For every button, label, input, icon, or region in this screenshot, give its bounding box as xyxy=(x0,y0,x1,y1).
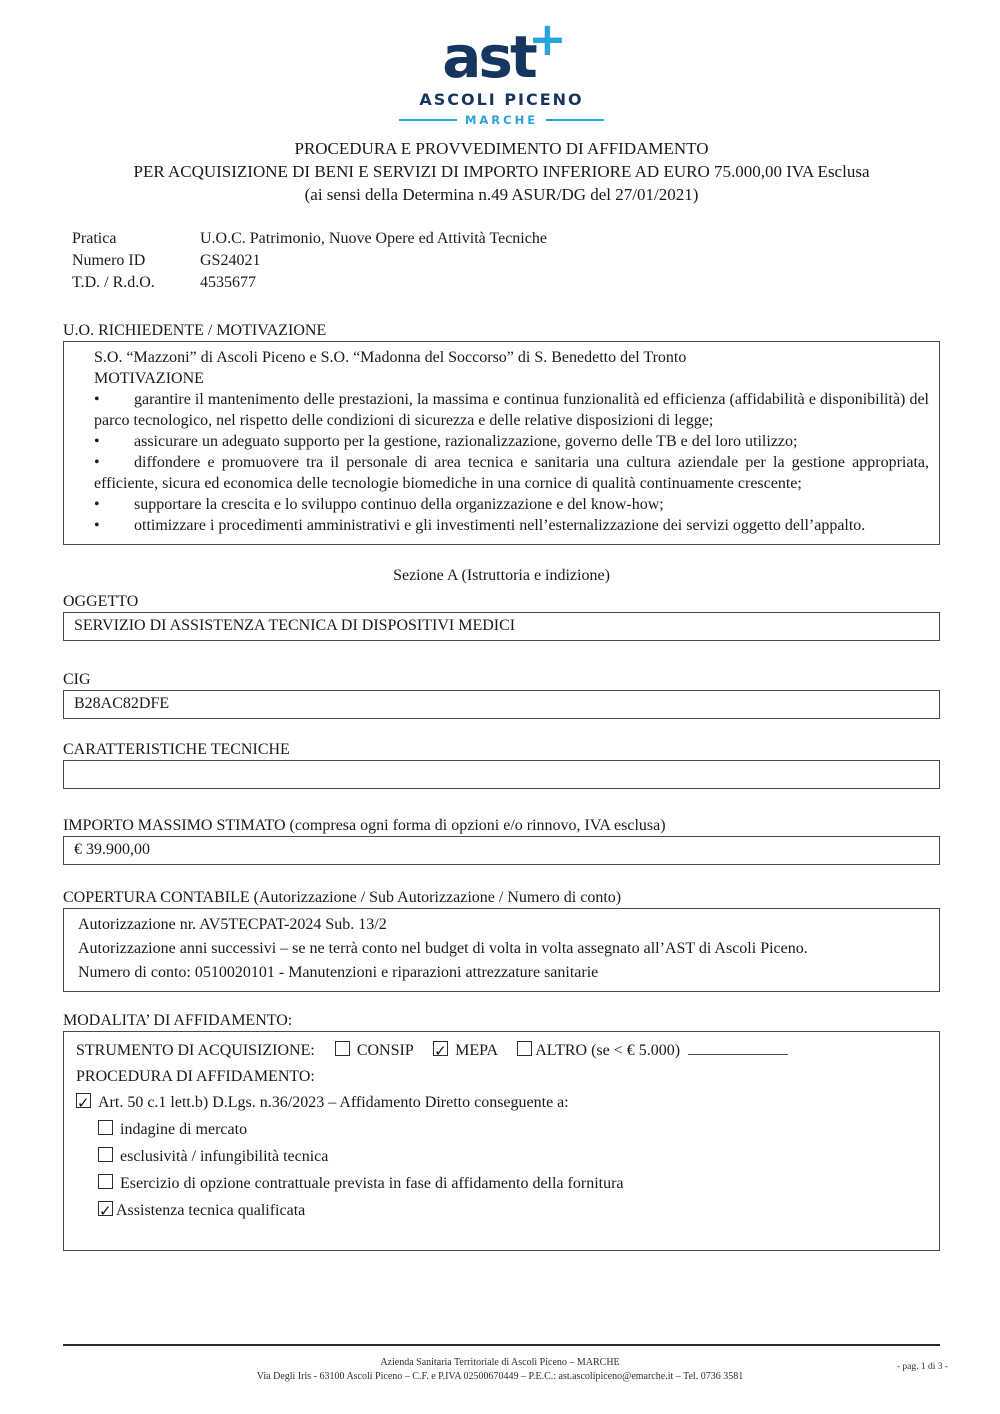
sub-option-row xyxy=(98,1197,927,1224)
uo-structures-line: S.O. “Mazzoni” di Ascoli Piceno e S.O. “Madonna del Soccorso” di S. Benedetto del Tronto xyxy=(94,349,687,366)
motivazione-bullet xyxy=(94,431,929,452)
numero-id-value: GS24021 xyxy=(200,252,261,269)
checkbox-altro xyxy=(517,1041,532,1056)
numero-id-label: Numero ID xyxy=(72,252,146,269)
plus-icon: + xyxy=(528,12,567,66)
importo-heading: IMPORTO MASSIMO STIMATO (compresa ogni forma di opzioni e/o rinnovo, IVA esclusa) xyxy=(63,817,666,834)
copertura-box xyxy=(63,908,940,992)
bullet-text: diffondere e promuovere tra il personale di area tecnica e sanitaria una cultura aziendale per la gestione appropriata, efficiente, sicura ed economica delle tecnologie biomediche in una cornice di qualità continuamente crescente; xyxy=(94,454,929,492)
bullet-icon: • xyxy=(94,391,100,408)
art50-label: Art. 50 c.1 lett.b) D.Lgs. n.36/2023 – Affidamento Diretto conseguente a: xyxy=(98,1094,569,1111)
logo-dash-right xyxy=(546,119,604,121)
sub-option-label: indagine di mercato xyxy=(120,1121,248,1138)
ast-logo xyxy=(63,12,940,127)
motivazione-label: MOTIVAZIONE xyxy=(94,370,204,387)
ast-wordmark-icon xyxy=(442,12,567,91)
sub-option-row xyxy=(98,1116,927,1143)
bullet-icon: • xyxy=(94,496,100,513)
page-number: - pag. 1 di 3 - xyxy=(896,1362,948,1372)
logo-region-label: MARCHE xyxy=(464,113,539,127)
bullet-text: supportare la crescita e lo sviluppo continuo della organizzazione e del know-how; xyxy=(134,496,664,513)
bullet-text: ottimizzare i procedimenti amministrativi e gli investimenti nell’esternalizzazione dei servizi oggetto dell’appalto. xyxy=(134,517,866,534)
copertura-line-2: Autorizzazione anni successivi – se ne terrà conto nel budget di volta in volta assegnato all’AST di Ascoli Piceno. xyxy=(78,940,808,957)
strumento-line xyxy=(76,1038,927,1064)
caratteristiche-box xyxy=(63,760,940,789)
checkbox-mepa xyxy=(433,1041,448,1056)
sub-option-row xyxy=(98,1170,927,1197)
sub-option-row xyxy=(98,1143,927,1170)
checkbox-esercizio-opzione xyxy=(98,1174,113,1189)
sezione-a-heading: Sezione A (Istruttoria e indizione) xyxy=(393,567,610,584)
checkbox-art50 xyxy=(76,1093,91,1108)
sub-option-label: Esercizio di opzione contrattuale prevista in fase di affidamento della fornitura xyxy=(120,1175,624,1192)
art50-line xyxy=(76,1090,927,1116)
pratica-row xyxy=(72,272,940,294)
altro-label: ALTRO (se < € 5.000) xyxy=(535,1042,681,1059)
bullet-text: assicurare un adeguato supporto per la gestione, razionalizzazione, governo delle TB e del loro utilizzo; xyxy=(134,433,798,450)
strumento-label: STRUMENTO DI ACQUISIZIONE: xyxy=(76,1042,315,1059)
modalita-heading: MODALITA’ DI AFFIDAMENTO: xyxy=(63,1012,293,1029)
logo-region-row xyxy=(63,113,940,127)
pratica-row xyxy=(72,250,940,272)
bullet-icon: • xyxy=(94,433,100,450)
affidamento-sub-options xyxy=(76,1116,927,1224)
ast-wordmark-text: ast xyxy=(442,23,535,91)
uo-richiedente-box xyxy=(63,341,940,545)
motivazione-bullet xyxy=(94,515,929,536)
importo-box: € 39.900,00 xyxy=(63,836,940,865)
altro-blank-line xyxy=(688,1050,788,1055)
modalita-box xyxy=(63,1031,940,1251)
footer-address-line: Via Degli Iris - 63100 Ascoli Piceno – C.F. e P.IVA 02500670449 – P.E.C.: ast.ascolipiceno@emarche.it – Tel. 0736 3581 xyxy=(256,1371,744,1382)
uo-richiedente-heading: U.O. RICHIEDENTE / MOTIVAZIONE xyxy=(63,322,327,339)
document-title xyxy=(63,137,940,206)
consip-label: CONSIP xyxy=(356,1042,414,1059)
pratica-block xyxy=(63,228,940,294)
oggetto-box: SERVIZIO DI ASSISTENZA TECNICA DI DISPOSITIVI MEDICI xyxy=(63,612,940,641)
logo-org-name: ASCOLI PICENO xyxy=(419,90,584,109)
copertura-line-1: Autorizzazione nr. AV5TECPAT-2024 Sub. 13/2 xyxy=(78,916,387,933)
checkbox-indagine-mercato xyxy=(98,1120,113,1135)
sub-option-label: esclusività / infungibilità tecnica xyxy=(120,1148,329,1165)
title-line-1: PROCEDURA E PROVVEDIMENTO DI AFFIDAMENTO xyxy=(294,139,709,158)
motivazione-bullet xyxy=(94,389,929,431)
title-line-3: (ai sensi della Determina n.49 ASUR/DG del 27/01/2021) xyxy=(304,185,699,204)
copertura-line-3: Numero di conto: 0510020101 - Manutenzioni e riparazioni attrezzature sanitarie xyxy=(78,964,599,981)
checkbox-consip xyxy=(335,1041,350,1056)
footer-divider xyxy=(63,1344,940,1346)
footer-org-line: Azienda Sanitaria Territoriale di Ascoli Piceno – MARCHE xyxy=(380,1357,620,1368)
checkbox-esclusivita xyxy=(98,1147,113,1162)
sub-option-label: Assistenza tecnica qualificata xyxy=(116,1202,306,1219)
td-rdo-value: 4535677 xyxy=(200,274,256,291)
cig-box: B28AC82DFE xyxy=(63,690,940,719)
cig-heading: CIG xyxy=(63,671,91,688)
copertura-heading: COPERTURA CONTABILE (Autorizzazione / Sub Autorizzazione / Numero di conto) xyxy=(63,889,622,906)
title-line-2: PER ACQUISIZIONE DI BENI E SERVIZI DI IMPORTO INFERIORE AD EURO 75.000,00 IVA Esclusa xyxy=(133,162,870,181)
motivazione-bullet xyxy=(94,452,929,494)
checkbox-assistenza-qualificata xyxy=(98,1201,113,1216)
bullet-text: garantire il mantenimento delle prestazioni, la massima e continua funzionalità ed efficienza (affidabilità e disponibilità) del parco tecnologico, nel rispetto delle condizioni di sicurezza e delle relative disposizioni di legge; xyxy=(94,391,929,429)
bullet-icon: • xyxy=(94,517,100,534)
footer xyxy=(0,1356,1000,1384)
mepa-label: MEPA xyxy=(455,1042,498,1059)
caratteristiche-heading: CARATTERISTICHE TECNICHE xyxy=(63,741,290,758)
td-rdo-label: T.D. / R.d.O. xyxy=(72,274,155,291)
bullet-icon: • xyxy=(94,454,100,471)
oggetto-heading: OGGETTO xyxy=(63,593,139,610)
pratica-row xyxy=(72,228,940,250)
pratica-label: Pratica xyxy=(72,230,117,247)
motivazione-bullet xyxy=(94,494,929,515)
pratica-value: U.O.C. Patrimonio, Nuove Opere ed Attività Tecniche xyxy=(200,230,547,247)
procedura-label: PROCEDURA DI AFFIDAMENTO: xyxy=(76,1068,315,1085)
logo-dash-left xyxy=(399,119,457,121)
